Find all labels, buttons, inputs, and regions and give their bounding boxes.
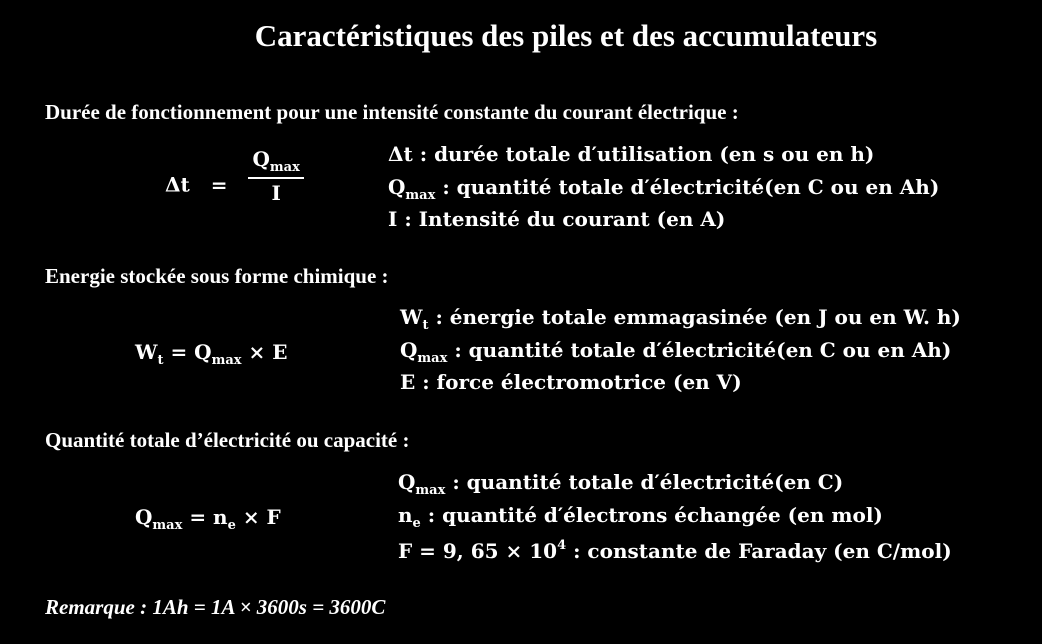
definition-line: $Q_{max}$ : quantité totale d′électricité(en C) (398, 470, 844, 498)
definition-line: F = 9, $65 \times 10^4$ : constante de Faraday (en C/mol) (398, 538, 952, 563)
definition-line: $n_e$ : quantité d′électrons échangée (en mol) (398, 503, 883, 531)
formula-capacity: $Q_{max} = n_e \times F$ (135, 505, 281, 533)
formula-duration (165, 147, 304, 215)
definition-line: E : force électromotrice (en V) (400, 370, 742, 394)
formula-energy: $W_t = Q_{max} \times E$ (135, 340, 288, 368)
formula-fraction (248, 147, 303, 205)
fraction-numerator: $Q_{max}$ (248, 147, 303, 179)
definition-line: $Q_{max}$ : quantité totale d′électricité(en C ou en Ah) (388, 175, 940, 203)
definition-line: $Q_{max}$ : quantité totale d′électricité(en C ou en Ah) (400, 338, 952, 366)
section-heading-capacity: Quantité totale d’électricité ou capacité : (45, 428, 410, 452)
page-title: Caractéristiques des piles et des accumulateurs (254, 18, 878, 53)
definition-line: $W_t$ : énergie totale emmagasinée (en J ou en W. h) (400, 305, 961, 333)
fraction-denominator: I (271, 181, 281, 205)
remark-note: Remarque : 1Ah = 1A × 3600s = 3600C (45, 595, 386, 619)
definition-line: I : Intensité du courant (en A) (388, 207, 726, 231)
section-heading-duration: Durée de fonctionnement pour une intensité constante du courant électrique : (45, 100, 739, 124)
formula-equals: = (210, 172, 228, 197)
formula-lhs: Δt (165, 172, 190, 197)
section-heading-energy: Energie stockée sous forme chimique : (45, 264, 389, 288)
definition-line: Δt : durée totale d′utilisation (en s ou en h) (388, 142, 875, 166)
